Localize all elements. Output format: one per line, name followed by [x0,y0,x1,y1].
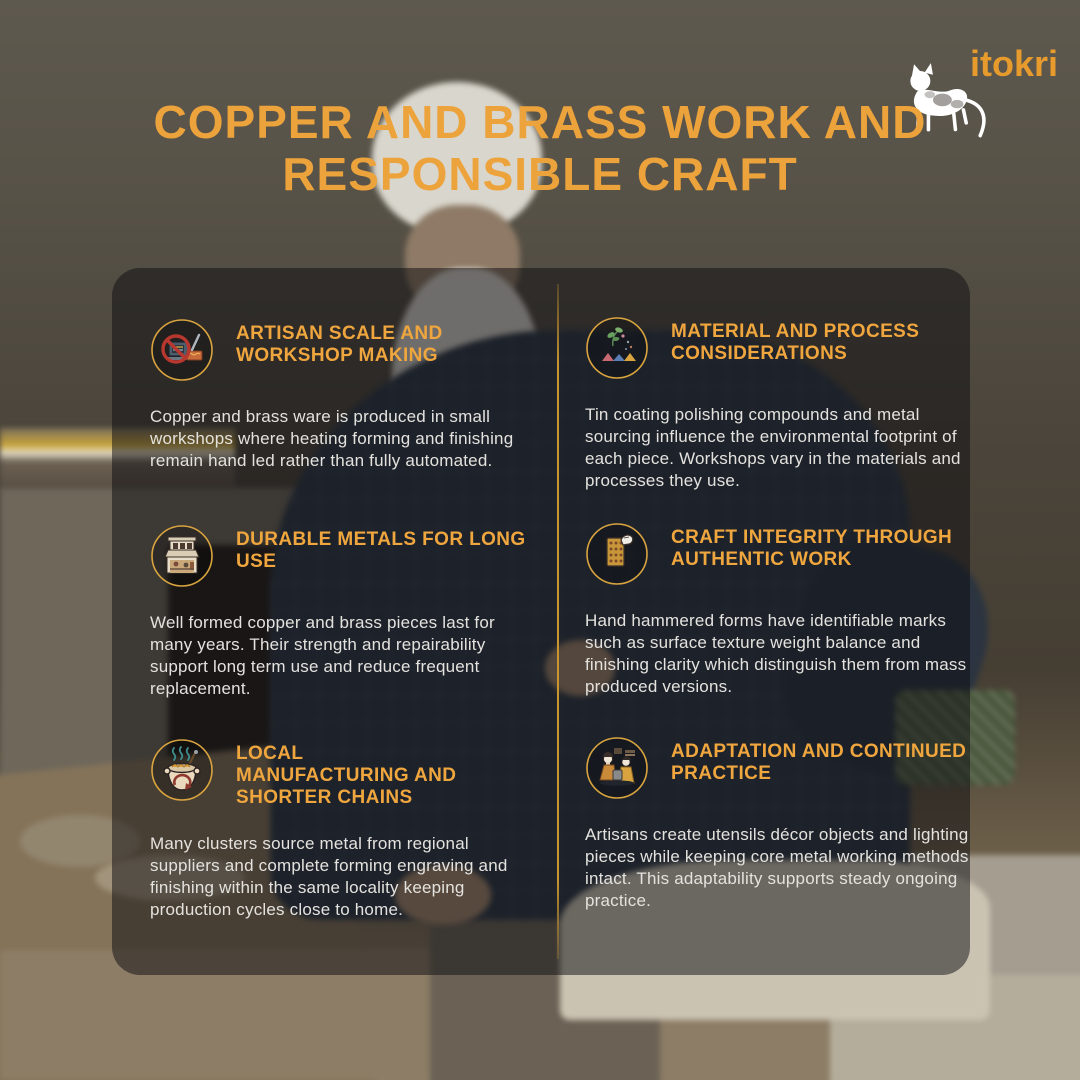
page-title [0,96,1080,200]
workshop-building-icon [150,524,214,588]
section-header [150,524,542,588]
info-section-material-process [585,316,973,492]
section-body: Well formed copper and brass pieces last for many years. Their strength and repairability support long term use and reduce frequent replacement. [150,613,495,699]
section-heading: DURABLE METALS FOR LONG USE [236,529,526,573]
section-header [585,736,973,800]
section-header [150,738,542,809]
section-body: Tin coating polishing compounds and metal sourcing influence the environmental footprint of each piece. Workshops vary in the materials and processes they use. [585,405,961,491]
info-section-local-manufacturing [150,738,542,921]
section-header [585,522,973,586]
column-divider [557,284,559,959]
materials-pigments-icon [585,316,649,380]
section-heading: ADAPTATION AND CONTINUED PRACTICE [671,741,967,785]
page-title-line2: RESPONSIBLE CRAFT [282,148,798,200]
section-heading: ARTISAN SCALE AND WORKSHOP MAKING [236,323,443,367]
info-section-artisan-scale [150,318,542,472]
section-body: Hand hammered forms have identifiable marks such as surface texture weight balance and finishing clarity which distinguish them from mass produced versions. [585,611,967,697]
section-heading: LOCAL MANUFACTURING AND SHORTER CHAINS [236,743,457,809]
artisans-working-icon [585,736,649,800]
section-body: Copper and brass ware is produced in small workshops where heating forming and finishing remain hand led rather than fully automated. [150,407,514,471]
info-section-adaptation [585,736,973,912]
section-header [150,318,542,382]
hand-crafted-sheet-icon [585,522,649,586]
page-title-line1: COPPER AND BRASS WORK AND [153,96,927,148]
section-header [585,316,973,380]
section-body: Many clusters source metal from regional suppliers and complete forming engraving and finishing within the same locality keeping production cycles close to home. [150,834,508,920]
content-panel [112,268,970,975]
local-pot-cycle-icon [150,738,214,802]
brand-name: itokri [969,43,1058,84]
section-body: Artisans create utensils décor objects and lighting pieces while keeping core metal working methods intact. This adaptability supports steady ongoing practice. [585,825,969,911]
no-mass-production-icon [150,318,214,382]
section-heading: CRAFT INTEGRITY THROUGH AUTHENTIC WORK [671,527,953,571]
section-heading: MATERIAL AND PROCESS CONSIDERATIONS [671,321,920,365]
info-section-craft-integrity [585,522,973,698]
info-section-durable-metals [150,524,542,700]
